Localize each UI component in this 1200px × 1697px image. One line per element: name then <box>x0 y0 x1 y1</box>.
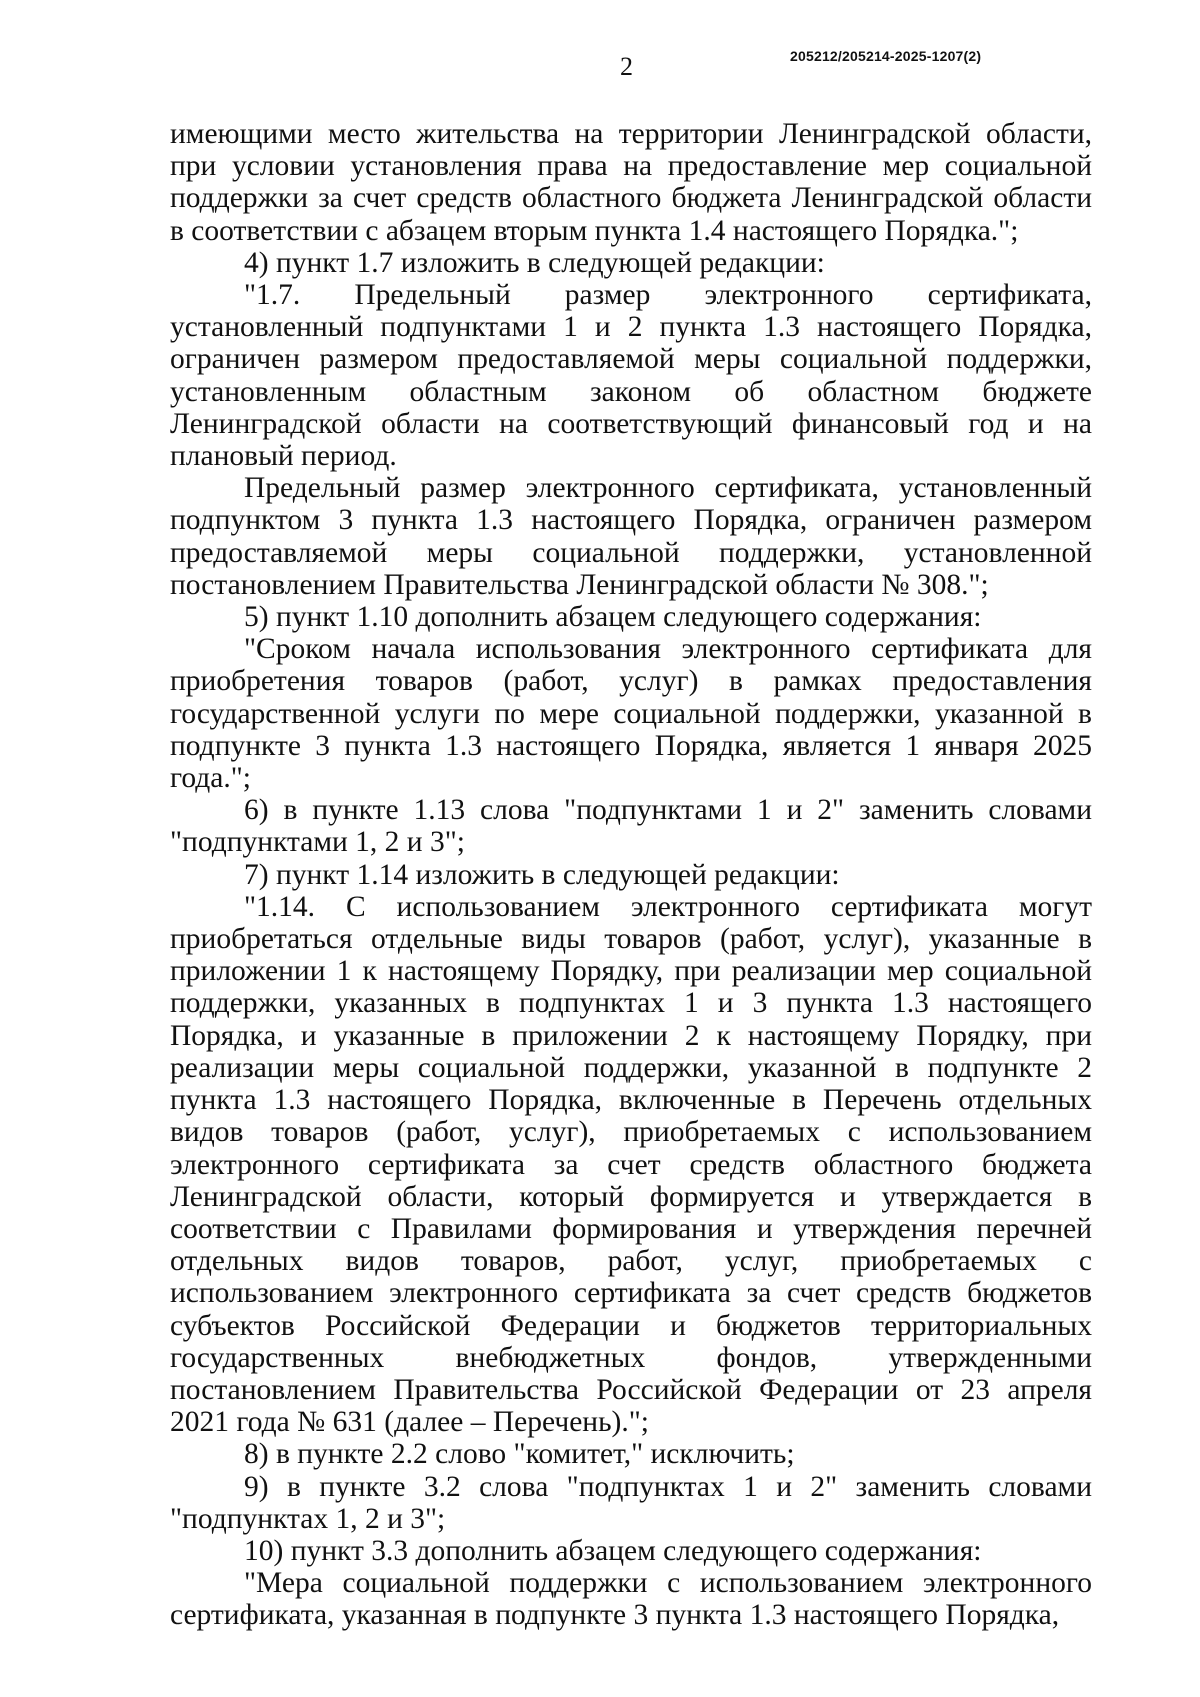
paragraph-clause-1-10-addition: "Сроком начала использования электронного сертификата для приобретения товаров (работ, услуг) в рамках предоставления государственной услуги по мере социальной поддержки, указанной в подпункте 3 пункта 1.3 настоящего Порядка, является 1 января 2025 года."; <box>170 633 1092 795</box>
paragraph-item-7: 7) пункт 1.14 изложить в следующей редакции: <box>244 858 840 891</box>
paragraph-item-4: 4) пункт 1.7 изложить в следующей редакции: <box>244 246 825 279</box>
document-id: 205212/205214-2025-1207(2) <box>790 48 982 64</box>
paragraph-clause-1-7: "1.7. Предельный размер электронного сертификата, установленный подпунктами 1 и 2 пункта 1.3 настоящего Порядка, ограничен размером предоставляемой меры социальной поддержки, установленным областным законом об областном бюджете Ленинградской области на соответствующий финансовый год и на плановый период. <box>170 279 1092 473</box>
paragraph-clause-3-3-addition: "Мера социальной поддержки с использованием электронного сертификата, указанная в подпункте 3 пункта 1.3 настоящего Порядка, <box>170 1567 1092 1632</box>
paragraph-item-8: 8) в пункте 2.2 слово "комитет," исключить; <box>244 1438 795 1471</box>
paragraph-clause-1-7-second: Предельный размер электронного сертификата, установленный подпунктом 3 пункта 1.3 настоящего Порядка, ограничен размером предоставляемой меры социальной поддержки, установленной постановлением Правительства Ленинградской области № 308."; <box>170 472 1092 601</box>
paragraph-item-6: 6) в пункте 1.13 слова "подпунктами 1 и 2" заменить словами "подпунктами 1, 2 и 3"; <box>170 794 1092 859</box>
paragraph-continuation: имеющими место жительства на территории Ленинградской области, при условии установления права на предоставление мер социальной поддержки за счет средств областного бюджета Ленинградской области в соответствии с абзацем вторым пункта 1.4 настоящего Порядка."; <box>170 118 1092 247</box>
document-body <box>170 118 1092 1632</box>
page-number: 2 <box>620 52 633 81</box>
paragraph-clause-1-14: "1.14. С использованием электронного сертификата могут приобретаться отдельные виды товаров (работ, услуг), указанные в приложении 1 к настоящему Порядку, при реализации мер социальной поддержки, указанных в подпунктах 1 и 3 пункта 1.3 настоящего Порядка, и указанные в приложении 2 к настоящему Порядку, при реализации меры социальной поддержки, указанной в подпункте 2 пункта 1.3 настоящего Порядка, включенные в Перечень отдельных видов товаров (работ, услуг), приобретаемых с использованием электронного сертификата за счет средств областного бюджета Ленинградской области, который формируется и утверждается в соответствии с Правилами формирования и утверждения перечней отдельных видов товаров, работ, услуг, приобретаемых с использованием электронного сертификата за счет средств бюджетов субъектов Российской Федерации и бюджетов территориальных государственных внебюджетных фондов, утвержденными постановлением Правительства Российской Федерации от 23 апреля 2021 года № 631 (далее – Перечень)."; <box>170 890 1092 1439</box>
paragraph-item-10: 10) пункт 3.3 дополнить абзацем следующего содержания: <box>244 1534 982 1567</box>
paragraph-item-5: 5) пункт 1.10 дополнить абзацем следующего содержания: <box>244 601 982 634</box>
paragraph-item-9: 9) в пункте 3.2 слова "подпунктах 1 и 2" заменить словами "подпунктах 1, 2 и 3"; <box>170 1470 1092 1535</box>
